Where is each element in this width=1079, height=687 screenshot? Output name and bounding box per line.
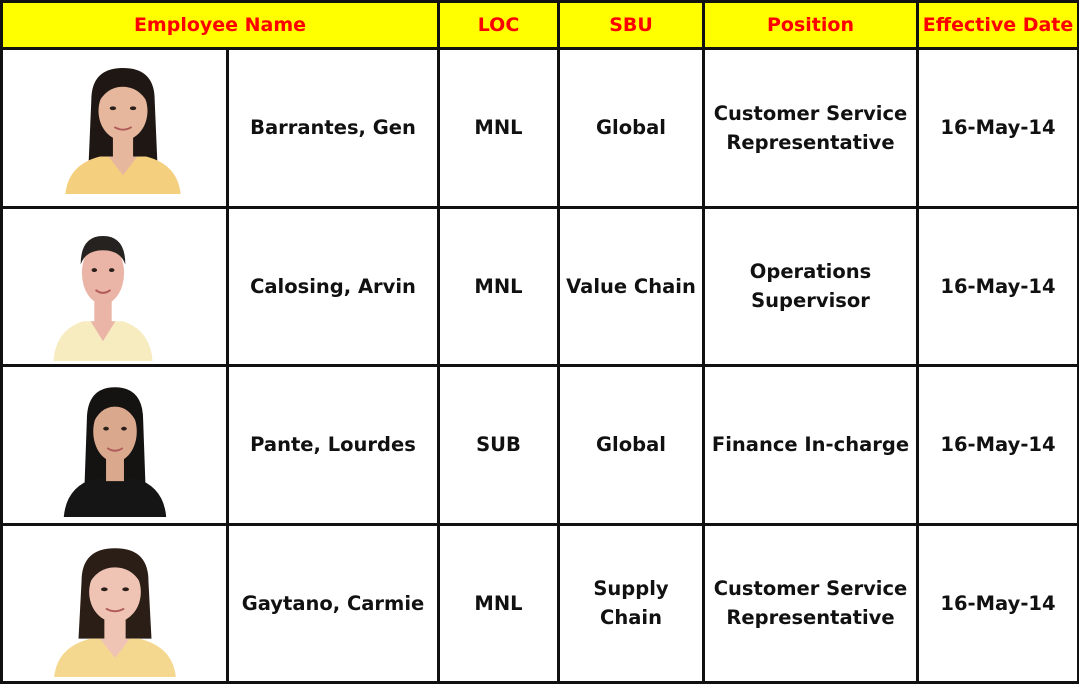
- effective-date-cell: 16-May-14: [918, 366, 1079, 525]
- table-row: [2, 366, 1079, 525]
- eye: [110, 106, 116, 110]
- photo-cell: [2, 366, 228, 525]
- photo-cell: [2, 207, 228, 366]
- eye: [130, 106, 136, 110]
- position-cell: [704, 524, 918, 683]
- header-position: Position: [704, 2, 918, 49]
- position-line-2: Supervisor: [751, 289, 870, 313]
- header-sbu: SBU: [559, 2, 704, 49]
- employee-name: Gaytano, Carmie: [228, 524, 439, 683]
- table-row: [2, 207, 1079, 366]
- position-line-1: Customer Service: [713, 101, 908, 125]
- person-photo-icon: [39, 540, 191, 677]
- sbu-cell: Global: [559, 49, 704, 208]
- header-row: [2, 2, 1079, 49]
- effective-date-cell: 16-May-14: [918, 49, 1079, 208]
- photo-cell: [2, 49, 228, 208]
- position-cell: [704, 207, 918, 366]
- header-effective-date: Effective Date: [918, 2, 1079, 49]
- position-cell: [704, 366, 918, 525]
- person-photo-icon: [41, 219, 165, 361]
- photo-cell: [2, 524, 228, 683]
- effective-date-cell: 16-May-14: [918, 207, 1079, 366]
- eye: [109, 268, 114, 272]
- employee-name: Calosing, Arvin: [228, 207, 439, 366]
- position-line-2: Representative: [726, 130, 895, 154]
- position-line-1: Finance In-charge: [711, 433, 910, 457]
- eye: [101, 587, 108, 591]
- sbu-cell: Global: [559, 366, 704, 525]
- position-cell: [704, 49, 918, 208]
- eye: [121, 427, 127, 431]
- employee-name: Barrantes, Gen: [228, 49, 439, 208]
- sbu-cell: Supply Chain: [559, 524, 704, 683]
- position-line-1: Operations: [749, 260, 872, 284]
- eye: [92, 268, 97, 272]
- effective-date-cell: 16-May-14: [918, 524, 1079, 683]
- eye: [103, 427, 109, 431]
- sbu-cell: Value Chain: [559, 207, 704, 366]
- table-row: [2, 524, 1079, 683]
- loc-cell: MNL: [439, 49, 559, 208]
- loc-cell: MNL: [439, 207, 559, 366]
- employee-name: Pante, Lourdes: [228, 366, 439, 525]
- table-row: [2, 49, 1079, 208]
- eye: [122, 587, 129, 591]
- header-loc: LOC: [439, 2, 559, 49]
- person-photo-icon: [51, 379, 179, 517]
- loc-cell: MNL: [439, 524, 559, 683]
- loc-cell: SUB: [439, 366, 559, 525]
- position-line-2: Representative: [726, 606, 895, 630]
- position-line-1: Customer Service: [713, 577, 908, 601]
- header-employee-name: Employee Name: [2, 2, 439, 49]
- person-photo-icon: [51, 60, 195, 194]
